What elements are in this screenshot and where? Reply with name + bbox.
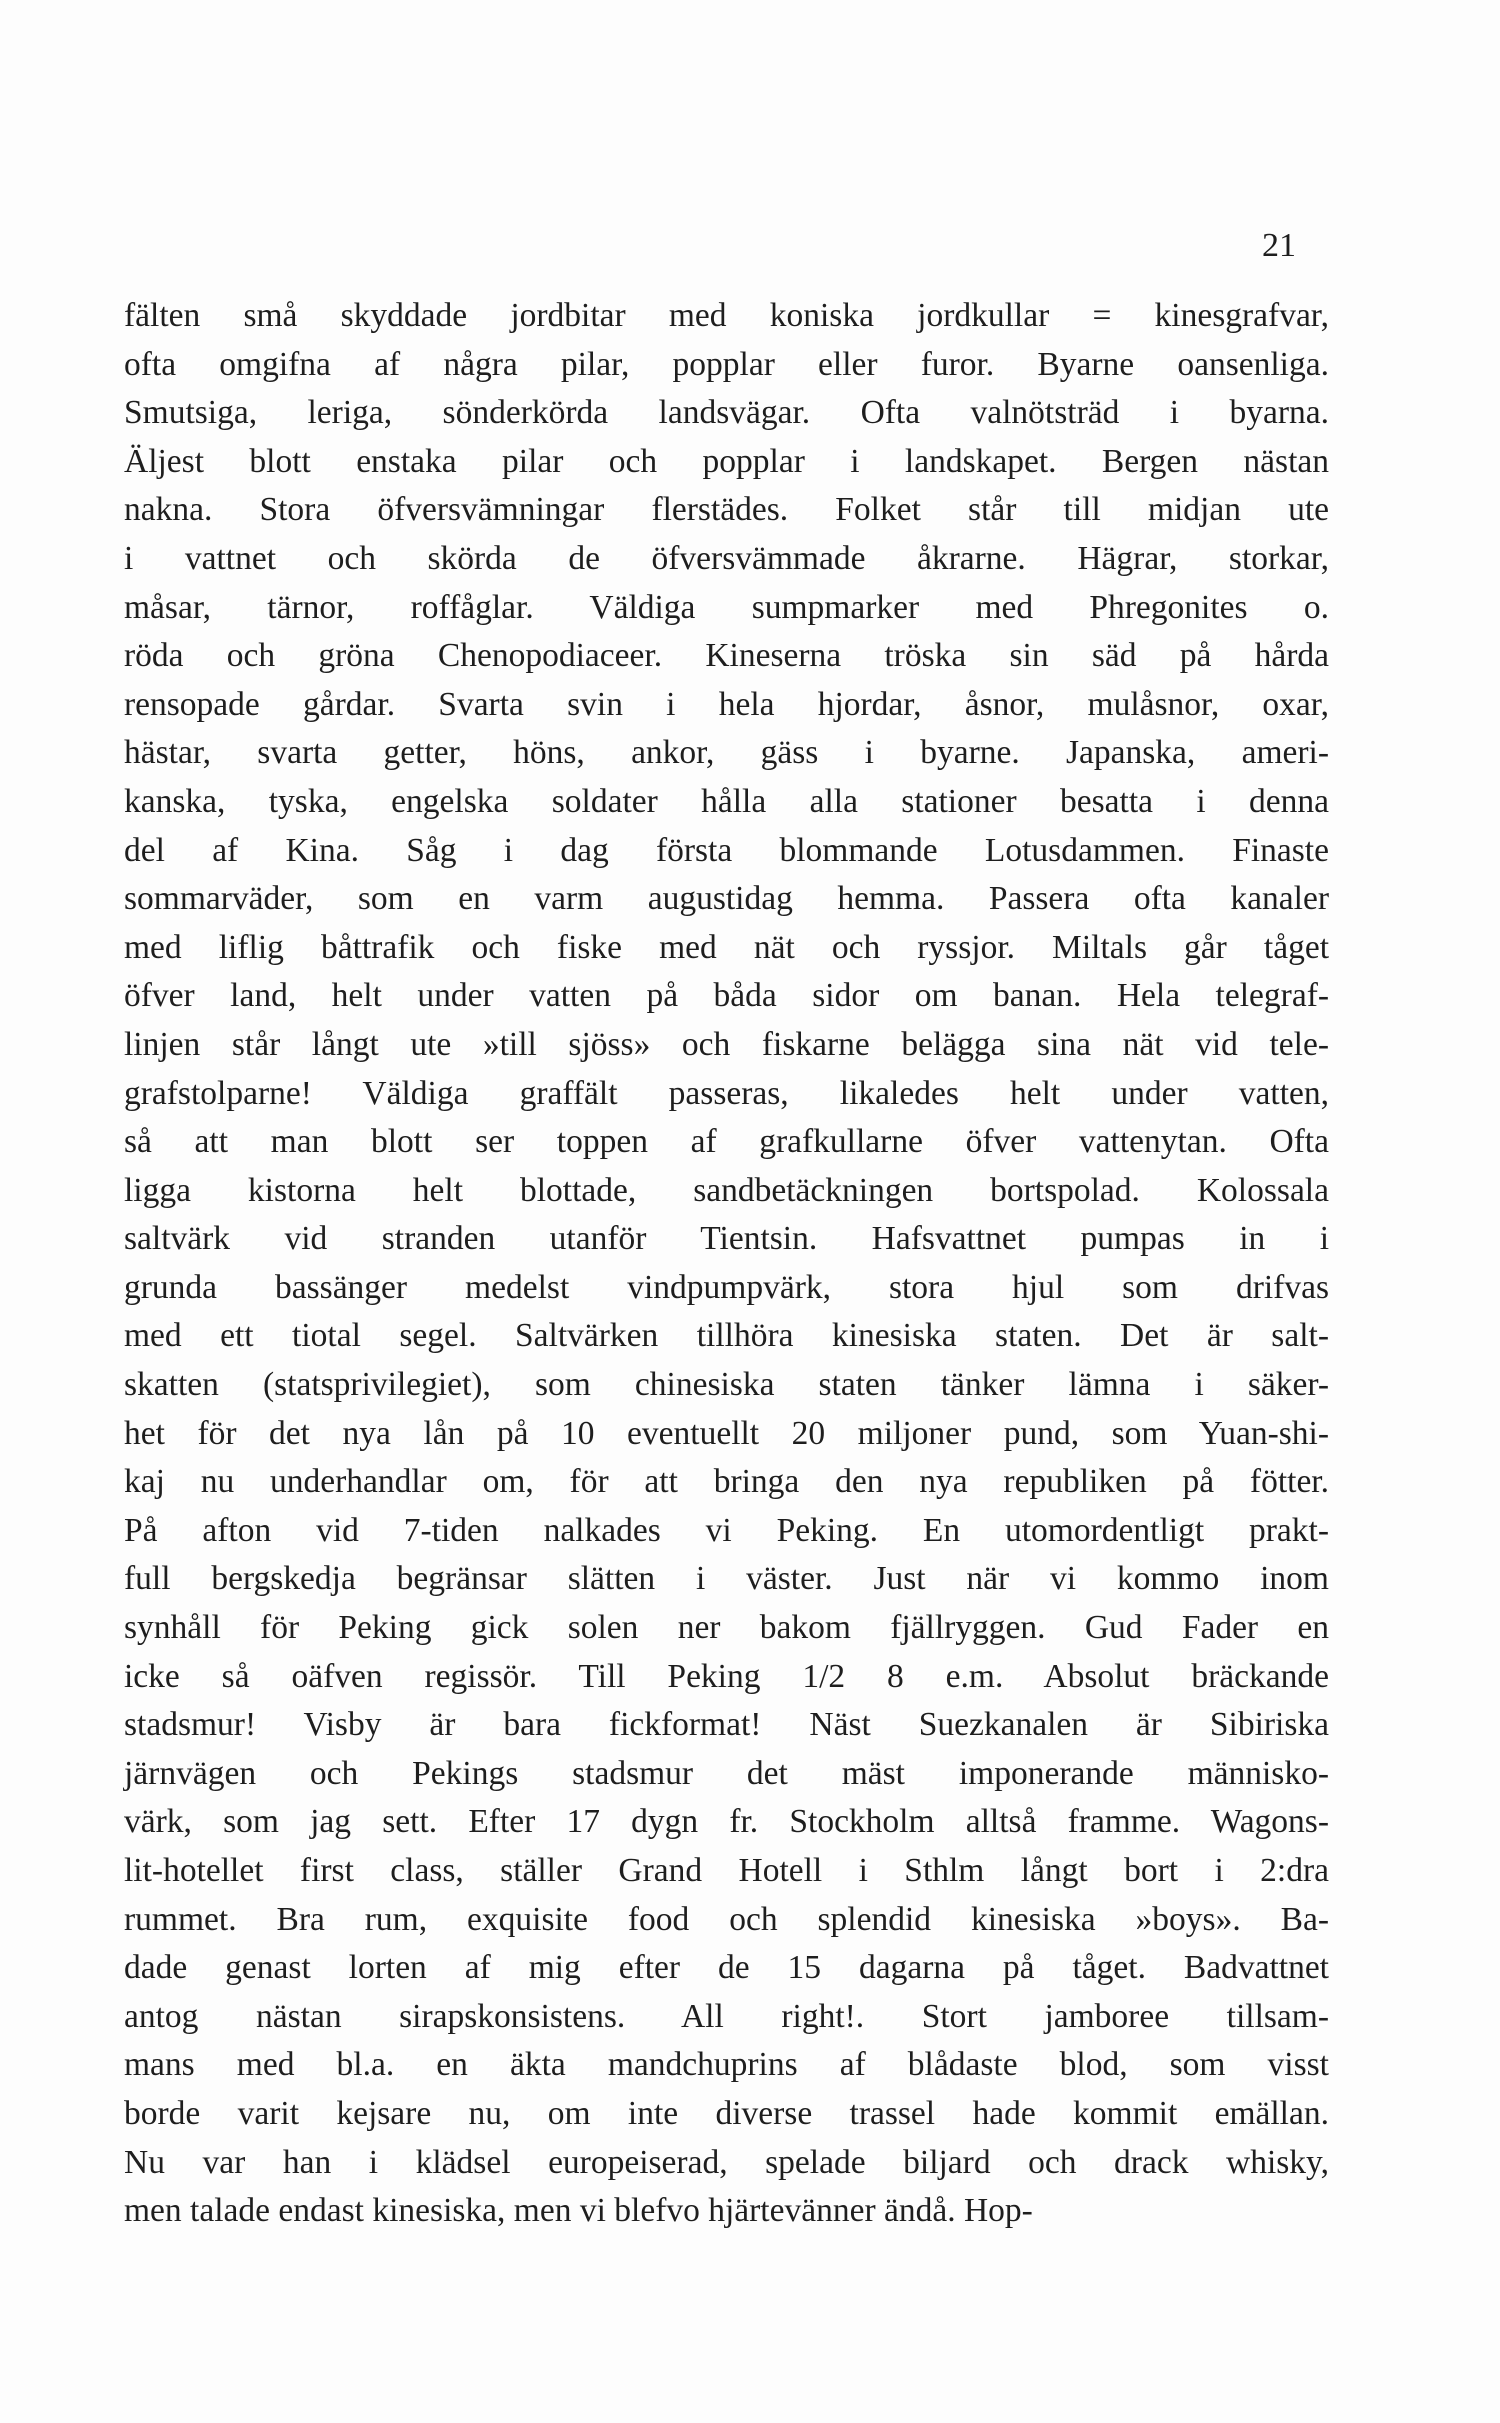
text-line: dade genast lorten af mig efter de 15 dagarna på tåget. Badvattnet [124,1949,1329,1987]
text-line: rummet. Bra rum, exquisite food och splendid kinesiska »boys». Ba- [124,1900,1329,1938]
text-line: ligga kistorna helt blottade, sandbetäckningen bortspolad. Kolossala [124,1171,1329,1209]
text-line: måsar, tärnor, roffåglar. Väldiga sumpmarker med Phregonites o. [124,588,1329,626]
text-line: antog nästan sirapskonsistens. All right!. Stort jamboree tillsam- [124,1997,1329,2035]
text-line: hästar, svarta getter, höns, ankor, gäss i byarne. Japanska, ameri- [124,734,1329,772]
body-text [124,292,1329,2236]
text-line: På afton vid 7-tiden nalkades vi Peking. En utomordentligt prakt- [124,1511,1329,1549]
text-line: linjen står långt ute »till sjöss» och fiskarne belägga sina nät vid tele- [124,1025,1329,1063]
text-line: del af Kina. Såg i dag första blommande Lotusdammen. Finaste [124,831,1329,869]
text-line: men talade endast kinesiska, men vi blefvo hjärtevänner ändå. Hop- [124,2192,1033,2230]
text-line: full bergskedja begränsar slätten i väster. Just när vi kommo inom [124,1560,1329,1598]
text-line: synhåll för Peking gick solen ner bakom fjällryggen. Gud Fader en [124,1609,1329,1647]
text-line: järnvägen och Pekings stadsmur det mäst imponerande människo- [124,1754,1329,1792]
text-line: stadsmur! Visby är bara fickformat! Näst Suezkanalen är Sibiriska [124,1706,1329,1744]
text-line: rensopade gårdar. Svarta svin i hela hjordar, åsnor, mulåsnor, oxar, [124,685,1329,723]
text-line: skatten (statsprivilegiet), som chinesiska staten tänker lämna i säker- [124,1366,1329,1404]
text-line: med liflig båttrafik och fiske med nät och ryssjor. Miltals går tåget [124,928,1329,966]
text-line: värk, som jag sett. Efter 17 dygn fr. Stockholm alltså framme. Wagons- [124,1803,1329,1841]
text-line: mans med bl.a. en äkta mandchuprins af blådaste blod, som visst [124,2046,1329,2084]
text-line: kanska, tyska, engelska soldater hålla alla stationer besatta i denna [124,782,1329,820]
text-line: ofta omgifna af några pilar, popplar eller furor. Byarne oansenliga. [124,345,1329,383]
text-line: grunda bassänger medelst vindpumpvärk, stora hjul som drifvas [124,1268,1329,1306]
text-line: fälten små skyddade jordbitar med koniska jordkullar = kinesgrafvar, [124,297,1329,334]
text-line: grafstolparne! Väldiga graffält passeras, likaledes helt under vatten, [124,1074,1329,1112]
text-line: med ett tiotal segel. Saltvärken tillhöra kinesiska staten. Det är salt- [124,1317,1329,1355]
text-line: kaj nu underhandlar om, för att bringa den nya republiken på fötter. [124,1463,1329,1501]
text-line: nakna. Stora öfversvämningar flerstädes. Folket står till midjan ute [124,491,1329,529]
text-line: öfver land, helt under vatten på båda sidor om banan. Hela telegraf- [124,977,1329,1015]
text-line: i vattnet och skörda de öfversvämmade åkrarne. Hägrar, storkar, [124,539,1329,577]
text-line: borde varit kejsare nu, om inte diverse trassel hade kommit emällan. [124,2094,1329,2132]
text-line: het för det nya lån på 10 eventuellt 20 miljoner pund, som Yuan-shi- [124,1414,1329,1452]
text-line: sommarväder, som en varm augustidag hemma. Passera ofta kanaler [124,880,1329,918]
text-line: så att man blott ser toppen af grafkullarne öfver vattenytan. Ofta [124,1123,1329,1161]
text-line: Äljest blott enstaka pilar och popplar i landskapet. Bergen nästan [124,442,1329,480]
text-line: saltvärk vid stranden utanför Tientsin. Hafsvattnet pumpas in i [124,1220,1329,1258]
text-line: röda och gröna Chenopodiaceer. Kineserna tröska sin säd på hårda [124,637,1329,675]
page-number: 21 [1262,227,1296,264]
text-line: Nu var han i klädsel europeiserad, spelade biljard och drack whisky, [124,2143,1329,2181]
text-line: icke så oäfven regissör. Till Peking 1/2 8 e.m. Absolut bräckande [124,1657,1329,1695]
text-line: Smutsiga, leriga, sönderkörda landsvägar. Ofta valnötsträd i byarna. [124,394,1329,432]
text-line: lit-hotellet first class, ställer Grand Hotell i Sthlm långt bort i 2:dra [124,1852,1329,1889]
